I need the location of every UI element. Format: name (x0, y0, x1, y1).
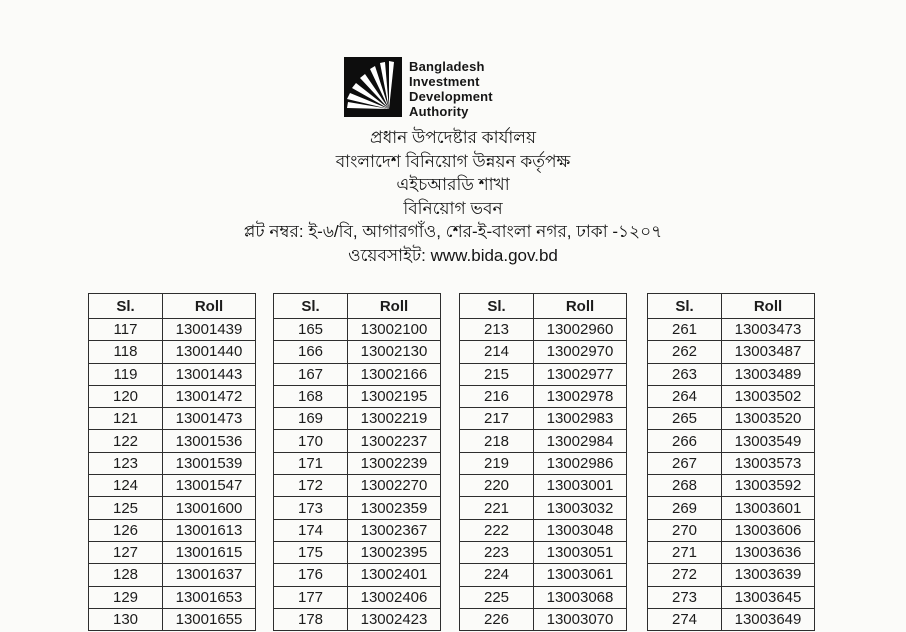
roll-cell: 13001440 (163, 341, 256, 363)
letterhead-office-line: প্রধান উপদেষ্টার কার্যালয় (370, 128, 536, 147)
sl-cell: 262 (648, 341, 722, 363)
table-row (460, 586, 627, 608)
roll-cell: 13002395 (348, 541, 441, 563)
roll-cell: 13002423 (348, 608, 441, 630)
table-row (89, 341, 256, 363)
table-row (274, 408, 441, 430)
roll-cell: 13001473 (163, 408, 256, 430)
sl-cell: 267 (648, 452, 722, 474)
sl-cell: 261 (648, 319, 722, 341)
table-row (89, 319, 256, 341)
logo-wordmark-line: Investment (409, 74, 480, 89)
bida-fan-logo-icon (344, 57, 402, 117)
sl-cell: 126 (89, 519, 163, 541)
roll-table-4 (647, 293, 815, 631)
table-row (460, 475, 627, 497)
roll-cell: 13001539 (163, 452, 256, 474)
roll-cell: 13002239 (348, 452, 441, 474)
table-row (460, 385, 627, 407)
sl-cell: 118 (89, 341, 163, 363)
table-row (648, 519, 815, 541)
roll-cell: 13002406 (348, 586, 441, 608)
table-row (89, 519, 256, 541)
roll-cell: 13003601 (722, 497, 815, 519)
roll-table-2 (273, 293, 441, 631)
table-row (460, 363, 627, 385)
roll-cell: 13002130 (348, 341, 441, 363)
sl-cell: 270 (648, 519, 722, 541)
sl-cell: 216 (460, 385, 534, 407)
roll-cell: 13002978 (534, 385, 627, 407)
sl-cell: 271 (648, 541, 722, 563)
roll-cell: 13002359 (348, 497, 441, 519)
roll-cell: 13003606 (722, 519, 815, 541)
letterhead (0, 126, 906, 267)
roll-cell: 13003649 (722, 608, 815, 630)
table-row (460, 430, 627, 452)
letterhead-authority-line: বাংলাদেশ বিনিয়োগ উন্নয়ন কর্তৃপক্ষ (335, 151, 571, 171)
roll-cell: 13003645 (722, 586, 815, 608)
table-row (274, 430, 441, 452)
roll-cell: 13002237 (348, 430, 441, 452)
roll-cell: 13002977 (534, 363, 627, 385)
sl-cell: 124 (89, 475, 163, 497)
table-row (648, 564, 815, 586)
roll-cell: 13002367 (348, 519, 441, 541)
sl-cell: 226 (460, 608, 534, 630)
table-row (648, 341, 815, 363)
table-row (460, 408, 627, 430)
table-row (89, 363, 256, 385)
roll-cell: 13001655 (163, 608, 256, 630)
sl-cell: 218 (460, 430, 534, 452)
sl-cell: 266 (648, 430, 722, 452)
roll-cell: 13001443 (163, 363, 256, 385)
table-row (460, 541, 627, 563)
sl-cell: 117 (89, 319, 163, 341)
sl-cell: 219 (460, 452, 534, 474)
roll-cell: 13003573 (722, 452, 815, 474)
letterhead-branch-line: এইচআরডি শাখা (396, 175, 510, 194)
sl-cell: 268 (648, 475, 722, 497)
sl-cell: 174 (274, 519, 348, 541)
table-row (648, 475, 815, 497)
column-header-sl: Sl. (89, 294, 163, 319)
sl-cell: 274 (648, 608, 722, 630)
sl-cell: 225 (460, 586, 534, 608)
sl-cell: 167 (274, 363, 348, 385)
sl-cell: 215 (460, 363, 534, 385)
table-row (460, 497, 627, 519)
logo-wordmark-line: Bangladesh (409, 59, 485, 74)
sl-cell: 166 (274, 341, 348, 363)
table-header-row (460, 294, 627, 319)
column-header-sl: Sl. (460, 294, 534, 319)
sl-cell: 269 (648, 497, 722, 519)
table-row (648, 385, 815, 407)
table-row (648, 430, 815, 452)
roll-cell: 13002166 (348, 363, 441, 385)
table-row (274, 341, 441, 363)
table-row (648, 608, 815, 630)
column-header-sl: Sl. (648, 294, 722, 319)
roll-cell: 13001615 (163, 541, 256, 563)
table-row (460, 519, 627, 541)
table-row (89, 497, 256, 519)
table-row (89, 452, 256, 474)
sl-cell: 220 (460, 475, 534, 497)
table-row (460, 319, 627, 341)
sl-cell: 213 (460, 319, 534, 341)
roll-cell: 13003549 (722, 430, 815, 452)
sl-cell: 130 (89, 608, 163, 630)
table-row (89, 541, 256, 563)
roll-cell: 13003070 (534, 608, 627, 630)
table-header-row (648, 294, 815, 319)
roll-cell: 13001547 (163, 475, 256, 497)
sl-cell: 121 (89, 408, 163, 430)
sl-cell: 273 (648, 586, 722, 608)
roll-cell: 13002100 (348, 319, 441, 341)
table-row (274, 497, 441, 519)
roll-table-3 (459, 293, 627, 631)
sl-cell: 224 (460, 564, 534, 586)
roll-cell: 13001536 (163, 430, 256, 452)
sl-cell: 214 (460, 341, 534, 363)
roll-cell: 13002270 (348, 475, 441, 497)
table-row (648, 408, 815, 430)
sl-cell: 169 (274, 408, 348, 430)
roll-cell: 13003051 (534, 541, 627, 563)
table-header-row (274, 294, 441, 319)
table-row (89, 564, 256, 586)
logo-wordmark-line: Development (409, 89, 493, 104)
sl-cell: 170 (274, 430, 348, 452)
sl-cell: 222 (460, 519, 534, 541)
roll-cell: 13002219 (348, 408, 441, 430)
sl-cell: 128 (89, 564, 163, 586)
sl-cell: 265 (648, 408, 722, 430)
sl-cell: 175 (274, 541, 348, 563)
table-row (274, 363, 441, 385)
roll-cell: 13002984 (534, 430, 627, 452)
roll-cell: 13003001 (534, 475, 627, 497)
roll-cell: 13003639 (722, 564, 815, 586)
roll-cell: 13001653 (163, 586, 256, 608)
sl-cell: 172 (274, 475, 348, 497)
sl-cell: 264 (648, 385, 722, 407)
sl-cell: 165 (274, 319, 348, 341)
table-row (460, 564, 627, 586)
roll-cell: 13002983 (534, 408, 627, 430)
roll-cell: 13003048 (534, 519, 627, 541)
sl-cell: 173 (274, 497, 348, 519)
table-row (274, 519, 441, 541)
table-row (89, 385, 256, 407)
roll-cell: 13001613 (163, 519, 256, 541)
sl-cell: 176 (274, 564, 348, 586)
table-row (274, 452, 441, 474)
table-row (89, 430, 256, 452)
sl-cell: 119 (89, 363, 163, 385)
roll-cell: 13002960 (534, 319, 627, 341)
table-row (648, 586, 815, 608)
sl-cell: 217 (460, 408, 534, 430)
sl-cell: 123 (89, 452, 163, 474)
table-row (648, 541, 815, 563)
roll-cell: 13003489 (722, 363, 815, 385)
table-row (274, 319, 441, 341)
sl-cell: 127 (89, 541, 163, 563)
roll-cell: 13003032 (534, 497, 627, 519)
table-row (460, 608, 627, 630)
sl-cell: 168 (274, 385, 348, 407)
table-row (89, 586, 256, 608)
table-header-row (89, 294, 256, 319)
roll-cell: 13002970 (534, 341, 627, 363)
roll-table-1 (88, 293, 256, 631)
table-row (274, 586, 441, 608)
roll-cell: 13003068 (534, 586, 627, 608)
column-header-roll: Roll (348, 294, 441, 319)
sl-cell: 129 (89, 586, 163, 608)
column-header-roll: Roll (534, 294, 627, 319)
table-row (89, 408, 256, 430)
table-row (274, 475, 441, 497)
roll-cell: 13001439 (163, 319, 256, 341)
sl-cell: 223 (460, 541, 534, 563)
letterhead-address-line: প্লট নম্বর: ই-৬/বি, আগারগাঁও, শের-ই-বাংলা নগর, ঢাকা -১২০৭ (243, 222, 663, 241)
letterhead-building-line: বিনিয়োগ ভবন (403, 198, 503, 218)
table-row (274, 608, 441, 630)
table-row (648, 363, 815, 385)
table-row (274, 541, 441, 563)
letterhead-website-line: ওয়েবসাইট: www.bida.gov.bd (348, 245, 558, 265)
roll-cell: 13001637 (163, 564, 256, 586)
column-header-roll: Roll (163, 294, 256, 319)
sl-cell: 221 (460, 497, 534, 519)
sl-cell: 263 (648, 363, 722, 385)
roll-cell: 13002401 (348, 564, 441, 586)
sl-cell: 177 (274, 586, 348, 608)
sl-cell: 171 (274, 452, 348, 474)
table-row (89, 608, 256, 630)
table-row (460, 452, 627, 474)
table-row (274, 564, 441, 586)
roll-cell: 13003592 (722, 475, 815, 497)
roll-cell: 13003487 (722, 341, 815, 363)
sl-cell: 120 (89, 385, 163, 407)
logo-wordmark (409, 57, 493, 119)
roll-cell: 13003502 (722, 385, 815, 407)
roll-cell: 13002986 (534, 452, 627, 474)
table-row (274, 385, 441, 407)
table-row (648, 497, 815, 519)
roll-cell: 13003520 (722, 408, 815, 430)
sl-cell: 122 (89, 430, 163, 452)
table-row (89, 475, 256, 497)
bida-logo (344, 57, 493, 119)
roll-cell: 13001472 (163, 385, 256, 407)
sl-cell: 125 (89, 497, 163, 519)
roll-cell: 13001600 (163, 497, 256, 519)
column-header-roll: Roll (722, 294, 815, 319)
roll-cell: 13003473 (722, 319, 815, 341)
sl-cell: 272 (648, 564, 722, 586)
roll-cell: 13003061 (534, 564, 627, 586)
table-row (648, 452, 815, 474)
table-row (648, 319, 815, 341)
table-row (460, 341, 627, 363)
roll-cell: 13002195 (348, 385, 441, 407)
roll-cell: 13003636 (722, 541, 815, 563)
column-header-sl: Sl. (274, 294, 348, 319)
sl-cell: 178 (274, 608, 348, 630)
logo-wordmark-line: Authority (409, 104, 469, 119)
